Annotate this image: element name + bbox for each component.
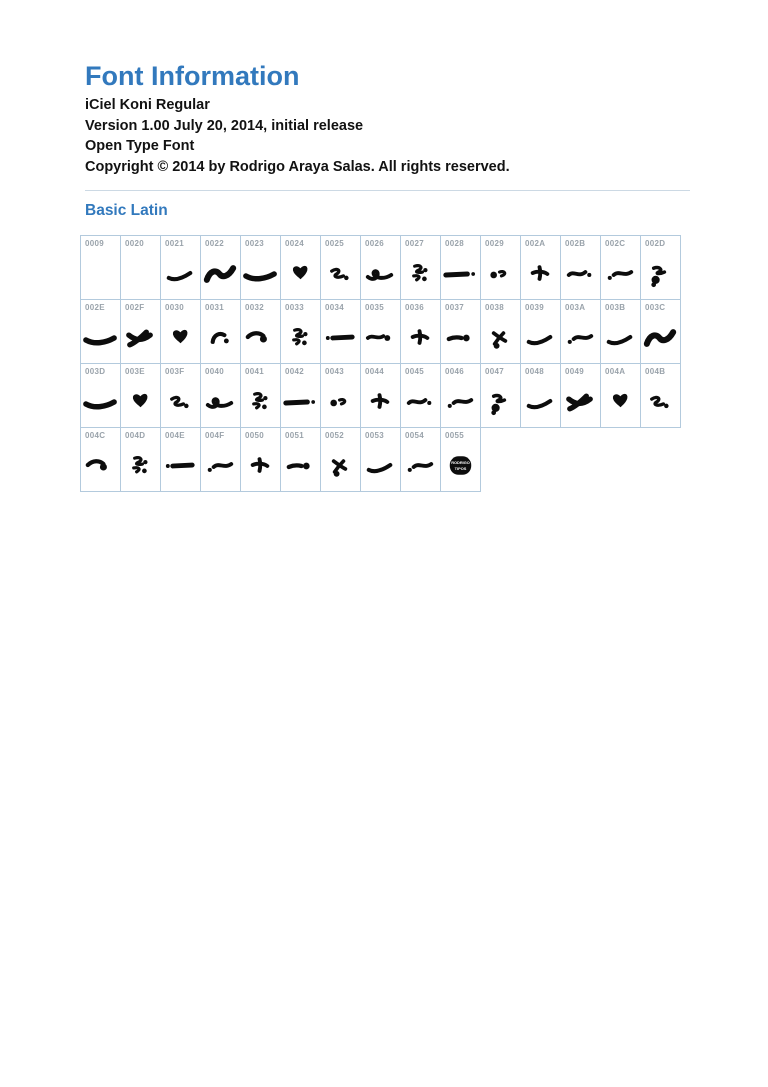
font-version: Version 1.00 July 20, 2014, initial release [85, 117, 364, 134]
font-metadata [85, 95, 695, 177]
glyph-cell [481, 236, 521, 300]
glyph-code: 003A [565, 303, 586, 312]
glyph-cell [481, 300, 521, 364]
glyph-code: 0050 [245, 431, 264, 440]
glyph-code: 0029 [485, 239, 504, 248]
glyph-0042-icon [281, 386, 320, 418]
glyph-code: 0037 [445, 303, 464, 312]
glyph-0031-icon [201, 322, 240, 354]
glyph-cell [161, 364, 201, 428]
glyph-code: 0043 [325, 367, 344, 376]
glyph-0027-icon [401, 258, 440, 290]
glyph-code: 0025 [325, 239, 344, 248]
glyph-code: 0026 [365, 239, 384, 248]
glyph-003E-icon [121, 386, 160, 418]
glyph-0021-icon [161, 258, 200, 290]
glyph-0045-icon [401, 386, 440, 418]
font-copyright: Copyright © 2014 by Rodrigo Araya Salas. All rights reserved. [85, 158, 510, 175]
glyph-0043-icon [321, 386, 360, 418]
glyph-code: 002E [85, 303, 105, 312]
glyph-0035-icon [361, 322, 400, 354]
glyph-code: 003C [645, 303, 666, 312]
glyph-cell [361, 364, 401, 428]
glyph-002B-icon [561, 258, 600, 290]
glyph-cell [201, 300, 241, 364]
glyph-cell [81, 300, 121, 364]
glyph-code: 0034 [325, 303, 344, 312]
glyph-004A-icon [601, 386, 640, 418]
glyph-0023-icon [241, 258, 280, 290]
glyph-cell [441, 364, 481, 428]
glyph-cell [241, 364, 281, 428]
glyph-0025-icon [321, 258, 360, 290]
glyph-0039-icon [521, 322, 560, 354]
glyph-code: 0031 [205, 303, 224, 312]
glyph-code: 0027 [405, 239, 424, 248]
glyph-0050-icon [241, 450, 280, 482]
glyph-code: 0055 [445, 431, 464, 440]
glyph-0034-icon [321, 322, 360, 354]
glyph-cell [561, 300, 601, 364]
glyph-cell [281, 364, 321, 428]
glyph-cell [361, 428, 401, 492]
glyph-code: 0047 [485, 367, 504, 376]
glyph-code: 0049 [565, 367, 584, 376]
glyph-code: 0021 [165, 239, 184, 248]
glyph-code: 0035 [365, 303, 384, 312]
glyph-cell [321, 300, 361, 364]
glyph-table-row [81, 428, 681, 492]
glyph-cell [201, 428, 241, 492]
glyph-cell [241, 300, 281, 364]
glyph-code: 0024 [285, 239, 304, 248]
glyph-code: 002C [605, 239, 626, 248]
glyph-cell [321, 428, 361, 492]
glyph-0051-icon [281, 450, 320, 482]
glyph-code: 003E [125, 367, 145, 376]
glyph-code: 0048 [525, 367, 544, 376]
glyph-code: 0020 [125, 239, 144, 248]
glyph-cell [401, 236, 441, 300]
glyph-cell [401, 428, 441, 492]
glyph-cell [241, 236, 281, 300]
glyph-cell [161, 428, 201, 492]
glyph-0046-icon [441, 386, 480, 418]
glyph-003B-icon [601, 322, 640, 354]
glyph-code: 0032 [245, 303, 264, 312]
glyph-004F-icon [201, 450, 240, 482]
glyph-code: 003B [605, 303, 626, 312]
glyph-code: 0022 [205, 239, 224, 248]
glyph-code: 004C [85, 431, 106, 440]
glyph-003D-icon [81, 386, 120, 418]
glyph-002A-icon [521, 258, 560, 290]
glyph-cell [641, 300, 681, 364]
glyph-0028-icon [441, 258, 480, 290]
section-heading-basic-latin: Basic Latin [85, 202, 168, 219]
glyph-code: 003D [85, 367, 106, 376]
glyph-002E-icon [81, 322, 120, 354]
glyph-002F-icon [121, 322, 160, 354]
page-title: Font Information [85, 61, 300, 91]
glyph-code: 0028 [445, 239, 464, 248]
glyph-0029-icon [481, 258, 520, 290]
glyph-code: 0036 [405, 303, 424, 312]
glyph-003C-icon [641, 322, 680, 354]
glyph-cell [561, 364, 601, 428]
glyph-cell [601, 364, 641, 428]
glyph-003F-icon [161, 386, 200, 418]
glyph-cell [361, 236, 401, 300]
glyph-cell [521, 236, 561, 300]
glyph-table [80, 235, 681, 492]
glyph-code: 0023 [245, 239, 264, 248]
glyph-0044-icon [361, 386, 400, 418]
glyph-cell [521, 300, 561, 364]
glyph-002C-icon [601, 258, 640, 290]
glyph-0024-icon [281, 258, 320, 290]
glyph-cell [401, 364, 441, 428]
glyph-cell [121, 300, 161, 364]
glyph-0052-icon [321, 450, 360, 482]
glyph-cell [81, 236, 121, 300]
glyph-cell [521, 364, 561, 428]
glyph-code: 0009 [85, 239, 104, 248]
glyph-code: 0038 [485, 303, 504, 312]
glyph-code: 0039 [525, 303, 544, 312]
glyph-004E-icon [161, 450, 200, 482]
glyph-0047-icon [481, 386, 520, 418]
glyph-cell [321, 236, 361, 300]
section-divider [85, 190, 690, 191]
svg-text:TIPOS: TIPOS [454, 465, 467, 471]
glyph-code: 0052 [325, 431, 344, 440]
glyph-cell [641, 236, 681, 300]
glyph-cell [601, 300, 641, 364]
glyph-cell [121, 236, 161, 300]
font-name: iCiel Koni Regular [85, 97, 210, 113]
glyph-table-row [81, 236, 681, 300]
glyph-0040-icon [201, 386, 240, 418]
glyph-code: 0033 [285, 303, 304, 312]
glyph-cell [161, 236, 201, 300]
glyph-cell [201, 364, 241, 428]
glyph-code: 0051 [285, 431, 304, 440]
glyph-cell [441, 300, 481, 364]
glyph-004D-icon [121, 450, 160, 482]
glyph-0041-icon [241, 386, 280, 418]
glyph-cell [281, 236, 321, 300]
glyph-0038-icon [481, 322, 520, 354]
glyph-cell [81, 364, 121, 428]
glyph-cell [121, 428, 161, 492]
glyph-0026-icon [361, 258, 400, 290]
glyph-cell [121, 364, 161, 428]
glyph-cell [241, 428, 281, 492]
glyph-0054-icon [401, 450, 440, 482]
glyph-0036-icon [401, 322, 440, 354]
glyph-cell [641, 364, 681, 428]
glyph-004C-icon [81, 450, 120, 482]
glyph-0032-icon [241, 322, 280, 354]
glyph-0049-icon [561, 386, 600, 418]
glyph-002D-icon [641, 258, 680, 290]
font-format: Open Type Font [85, 138, 195, 154]
glyph-code: 0030 [165, 303, 184, 312]
glyph-code: 002D [645, 239, 666, 248]
glyph-cell [401, 300, 441, 364]
glyph-code: 004A [605, 367, 626, 376]
glyph-003A-icon [561, 322, 600, 354]
glyph-cell [361, 300, 401, 364]
glyph-cell [441, 236, 481, 300]
glyph-code: 004B [645, 367, 666, 376]
glyph-code: 002F [125, 303, 145, 312]
glyph-code: 002A [525, 239, 546, 248]
glyph-code: 0041 [245, 367, 264, 376]
glyph-cell [321, 364, 361, 428]
glyph-0048-icon [521, 386, 560, 418]
glyph-0030-icon [161, 322, 200, 354]
glyph-code: 0044 [365, 367, 384, 376]
glyph-code: 0040 [205, 367, 224, 376]
glyph-cell [601, 236, 641, 300]
glyph-code: 004F [205, 431, 225, 440]
glyph-cell [81, 428, 121, 492]
glyph-cell [201, 236, 241, 300]
glyph-code: 0054 [405, 431, 424, 440]
glyph-table-row [81, 364, 681, 428]
glyph-0055-icon [441, 450, 480, 482]
glyph-0053-icon [361, 450, 400, 482]
glyph-cell [281, 428, 321, 492]
glyph-004B-icon [641, 386, 680, 418]
glyph-cell [441, 428, 481, 492]
glyph-cell [561, 236, 601, 300]
svg-text:RODRIGO: RODRIGO [451, 460, 470, 466]
glyph-0022-icon [201, 258, 240, 290]
glyph-code: 002B [565, 239, 586, 248]
glyph-code: 004D [125, 431, 146, 440]
glyph-code: 0053 [365, 431, 384, 440]
glyph-cell [281, 300, 321, 364]
glyph-code: 003F [165, 367, 185, 376]
glyph-cell [161, 300, 201, 364]
glyph-code: 0046 [445, 367, 464, 376]
glyph-table-row [81, 300, 681, 364]
glyph-cell [481, 364, 521, 428]
glyph-0033-icon [281, 322, 320, 354]
glyph-code: 004E [165, 431, 185, 440]
glyph-code: 0042 [285, 367, 304, 376]
glyph-0037-icon [441, 322, 480, 354]
glyph-code: 0045 [405, 367, 424, 376]
